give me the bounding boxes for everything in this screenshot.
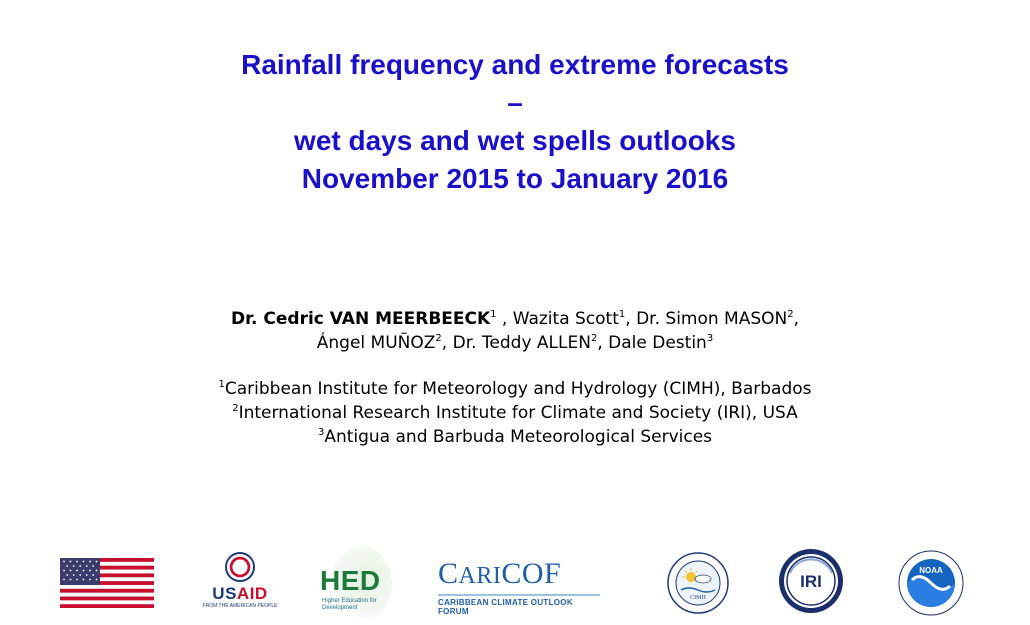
author-sup-3: 2 (787, 309, 794, 320)
author-name-3: , Dr. Simon MASON (625, 309, 788, 329)
title-line-1: Rainfall frequency and extreme forecasts (241, 49, 789, 80)
author-line-2 (0, 331, 1030, 355)
usaid-logo (200, 552, 280, 616)
noaa-seal-text: NOAA (919, 566, 943, 575)
spacer (0, 355, 1030, 377)
iri-logo (778, 548, 844, 614)
usaid-tagline: FROM THE AMERICAN PEOPLE (202, 603, 278, 609)
cimh-seal-icon (667, 552, 729, 614)
caricof-cof: COF (501, 557, 562, 590)
author-name-2: , Wazita Scott (496, 309, 619, 329)
title-line-4: November 2015 to January 2016 (301, 163, 729, 194)
caricof-cap-c: C (438, 557, 459, 590)
author-sup-5: 2 (590, 333, 598, 344)
affiliation-1 (0, 377, 1030, 401)
cimh-logo (667, 552, 729, 614)
author-line-1-tail: , (793, 309, 800, 329)
author-sup-1: 1 (490, 309, 497, 320)
author-name-4: Ángel MUÑOZ (316, 333, 436, 353)
affiliation-text-2: International Research Institute for Climate and Society (IRI), USA (238, 403, 798, 423)
caricof-wordmark (438, 558, 600, 592)
usaid-word-us: US (212, 584, 237, 603)
author-line-1 (0, 307, 1030, 331)
us-flag-logo (60, 558, 154, 608)
authors-block (0, 307, 1030, 449)
hed-wordmark: HED (320, 565, 381, 596)
iri-seal-icon (778, 548, 844, 614)
hed-subtitle: Higher Education for Development (322, 598, 377, 611)
affiliation-sup-2: 2 (232, 403, 239, 414)
caricof-small-ari: ARI (458, 563, 502, 589)
iri-seal-text: IRI (800, 572, 822, 591)
cimh-seal-text: CIMH (690, 595, 706, 601)
caricof-logo (438, 557, 600, 616)
us-flag-icon (60, 558, 154, 608)
affiliation-3 (0, 425, 1030, 449)
author-sup-6: 3 (706, 333, 714, 344)
author-name-1: Dr. Cedric VAN MEERBEECK (230, 309, 491, 329)
affiliation-sup-1: 1 (218, 379, 225, 390)
affiliation-text-3: Antigua and Barbuda Meteorological Services (324, 427, 713, 447)
logo-strip (0, 540, 1030, 625)
author-name-5: , Dr. Teddy ALLEN (441, 333, 591, 353)
title-line-2: – (507, 87, 523, 118)
slide-title (0, 46, 1030, 198)
usaid-wordmark (200, 585, 280, 603)
usaid-seal-icon (225, 552, 255, 582)
author-name-6: , Dale Destin (597, 333, 707, 353)
hed-logo (312, 546, 392, 622)
author-sup-4: 2 (435, 333, 442, 344)
noaa-logo (898, 550, 964, 616)
author-sup-2: 1 (618, 309, 626, 320)
caricof-tagline: CARIBBEAN CLIMATE OUTLOOK FORUM (438, 594, 600, 616)
affiliation-sup-3: 3 (317, 427, 325, 438)
noaa-seal-icon (898, 550, 964, 616)
title-line-3: wet days and wet spells outlooks (294, 125, 736, 156)
affiliation-text-1: Caribbean Institute for Meteorology and Hydrology (CIMH), Barbados (224, 379, 812, 399)
usaid-word-aid: AID (236, 584, 268, 603)
affiliation-2 (0, 401, 1030, 425)
